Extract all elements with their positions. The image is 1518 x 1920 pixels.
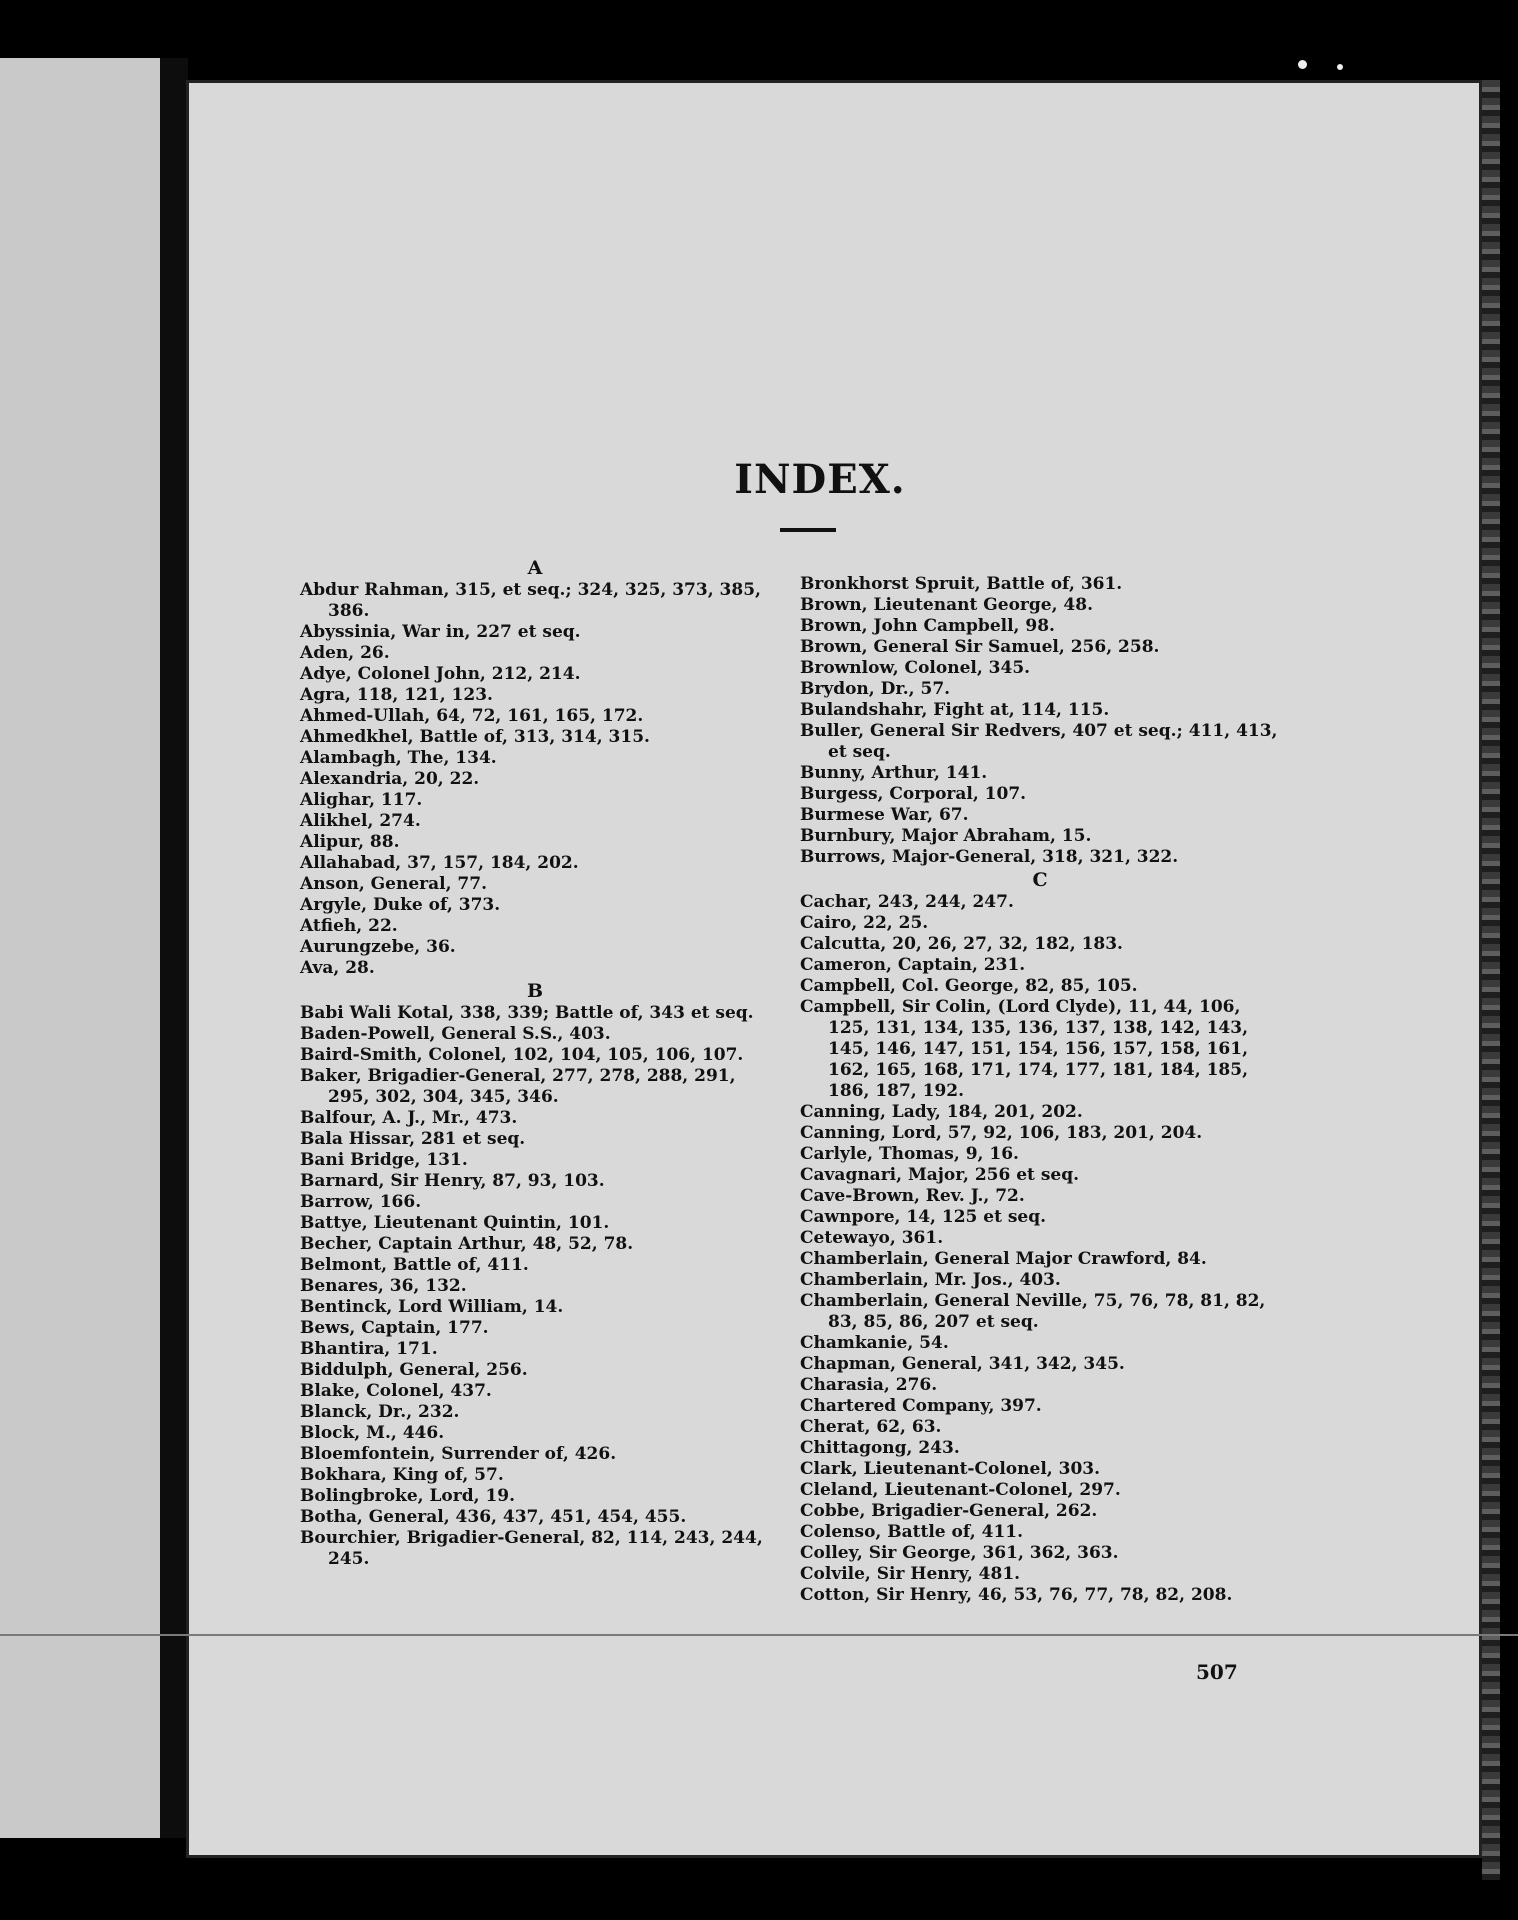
book-edge	[1482, 80, 1500, 1880]
index-entry: Bokhara, King of, 57.	[300, 1465, 504, 1485]
scan-artifact-line	[0, 1634, 1518, 1636]
index-entry: Chamberlain, General Major Crawford, 84.	[800, 1249, 1207, 1269]
index-entry: Canning, Lord, 57, 92, 106, 183, 201, 204.	[800, 1123, 1203, 1143]
index-entry: Campbell, Col. George, 82, 85, 105.	[800, 976, 1138, 996]
index-entry: Abdur Rahman, 315, et seq.; 324, 325, 373, 385, 386.	[300, 580, 761, 621]
index-entry: Argyle, Duke of, 373.	[300, 895, 501, 915]
index-entry: Bunny, Arthur, 141.	[800, 763, 988, 783]
index-entry: Brown, Lieutenant George, 48.	[800, 595, 1094, 615]
index-entry: Baker, Brigadier-General, 277, 278, 288, 291, 295, 302, 304, 345, 346.	[300, 1066, 736, 1107]
index-entry: Baird-Smith, Colonel, 102, 104, 105, 106, 107.	[300, 1045, 744, 1065]
index-column-right	[800, 574, 1280, 1606]
index-entry: Chartered Company, 397.	[800, 1396, 1042, 1416]
index-entry: Baden-Powell, General S.S., 403.	[300, 1024, 611, 1044]
index-entry: Blanck, Dr., 232.	[300, 1402, 460, 1422]
index-entry: Colenso, Battle of, 411.	[800, 1522, 1024, 1542]
index-entry: Bews, Captain, 177.	[300, 1318, 489, 1338]
index-entry: Burmese War, 67.	[800, 805, 969, 825]
index-entry: Ahmed-Ullah, 64, 72, 161, 165, 172.	[300, 706, 644, 726]
index-entry: Cotton, Sir Henry, 46, 53, 76, 77, 78, 82, 208.	[800, 1585, 1233, 1605]
index-entry: Atfieh, 22.	[300, 916, 398, 936]
index-entry: Botha, General, 436, 437, 451, 454, 455.	[300, 1507, 687, 1527]
index-entry: Burnbury, Major Abraham, 15.	[800, 826, 1092, 846]
index-entry: Cetewayo, 361.	[800, 1228, 944, 1248]
index-entry: Carlyle, Thomas, 9, 16.	[800, 1144, 1019, 1164]
index-entry: Cairo, 22, 25.	[800, 913, 929, 933]
index-entry: Brownlow, Colonel, 345.	[800, 658, 1031, 678]
scan-speck	[1298, 60, 1307, 69]
index-entry: Brown, John Campbell, 98.	[800, 616, 1055, 636]
index-entry: Bourchier, Brigadier-General, 82, 114, 243, 244, 245.	[300, 1528, 763, 1569]
index-entry: Barnard, Sir Henry, 87, 93, 103.	[300, 1171, 605, 1191]
index-entry: Barrow, 166.	[300, 1192, 422, 1212]
index-entry: Canning, Lady, 184, 201, 202.	[800, 1102, 1083, 1122]
index-entry: Alikhel, 274.	[300, 811, 421, 831]
page-number: 507	[1196, 1660, 1238, 1684]
index-entry: Babi Wali Kotal, 338, 339; Battle of, 343 et seq.	[300, 1003, 754, 1023]
index-entry: Biddulph, General, 256.	[300, 1360, 528, 1380]
index-entry: Abyssinia, War in, 227 et seq.	[300, 622, 581, 642]
index-entry: Ahmedkhel, Battle of, 313, 314, 315.	[300, 727, 650, 747]
index-entry: Ava, 28.	[300, 958, 375, 978]
index-entry: Aden, 26.	[300, 643, 390, 663]
index-entry: Bala Hissar, 281 et seq.	[300, 1129, 526, 1149]
index-entry: Balfour, A. J., Mr., 473.	[300, 1108, 518, 1128]
index-entry: Buller, General Sir Redvers, 407 et seq.; 411, 413, et seq.	[800, 721, 1278, 762]
index-entry: Cleland, Lieutenant-Colonel, 297.	[800, 1480, 1121, 1500]
index-entry: Agra, 118, 121, 123.	[300, 685, 493, 705]
index-entry: Campbell, Sir Colin, (Lord Clyde), 11, 44, 106, 125, 131, 134, 135, 136, 137, 138, 142, 143, 145, 146, 147, 151, 154, 156, 157, 158, 161, 162, 165, 168, 171, 174, 177, 181, 184, 185, 186, 187, 192.	[800, 997, 1248, 1101]
index-entry: Bronkhorst Spruit, Battle of, 361.	[800, 574, 1123, 594]
scan-speck	[1337, 64, 1343, 70]
index-entry: Benares, 36, 132.	[300, 1276, 467, 1296]
index-entry: Chamberlain, Mr. Jos., 403.	[800, 1270, 1061, 1290]
index-entry: Bloemfontein, Surrender of, 426.	[300, 1444, 617, 1464]
index-entry: Cachar, 243, 244, 247.	[800, 892, 1014, 912]
index-entry: Blake, Colonel, 437.	[300, 1381, 492, 1401]
index-entry: Allahabad, 37, 157, 184, 202.	[300, 853, 579, 873]
facing-page	[0, 58, 166, 1838]
section-letter: B	[526, 980, 544, 1002]
index-entry: Adye, Colonel John, 212, 214.	[300, 664, 581, 684]
index-entry: Cherat, 62, 63.	[800, 1417, 942, 1437]
index-entry: Chapman, General, 341, 342, 345.	[800, 1354, 1125, 1374]
index-entry: Battye, Lieutenant Quintin, 101.	[300, 1213, 610, 1233]
index-entry: Cave-Brown, Rev. J., 72.	[800, 1186, 1025, 1206]
index-entry: Bhantira, 171.	[300, 1339, 438, 1359]
page-title: INDEX.	[734, 456, 906, 503]
index-entry: Alipur, 88.	[300, 832, 400, 852]
book-spine	[160, 58, 188, 1838]
index-entry: Cameron, Captain, 231.	[800, 955, 1026, 975]
index-entry: Bani Bridge, 131.	[300, 1150, 468, 1170]
section-letter: C	[1032, 869, 1048, 891]
index-entry: Chittagong, 243.	[800, 1438, 960, 1458]
index-entry: Alambagh, The, 134.	[300, 748, 497, 768]
index-entry: Aurungzebe, 36.	[300, 937, 456, 957]
index-entry: Chamkanie, 54.	[800, 1333, 949, 1353]
index-entry: Alighar, 117.	[300, 790, 423, 810]
index-entry: Bolingbroke, Lord, 19.	[300, 1486, 516, 1506]
index-entry: Bulandshahr, Fight at, 114, 115.	[800, 700, 1110, 720]
index-entry: Cavagnari, Major, 256 et seq.	[800, 1165, 1080, 1185]
index-entry: Colley, Sir George, 361, 362, 363.	[800, 1543, 1119, 1563]
index-entry: Bentinck, Lord William, 14.	[300, 1297, 564, 1317]
index-entry: Anson, General, 77.	[300, 874, 488, 894]
index-column-left	[300, 556, 770, 1570]
index-entry: Burrows, Major-General, 318, 321, 322.	[800, 847, 1179, 867]
index-entry: Clark, Lieutenant-Colonel, 303.	[800, 1459, 1101, 1479]
section-letter: A	[527, 557, 543, 579]
index-entry: Belmont, Battle of, 411.	[300, 1255, 529, 1275]
index-entry: Brydon, Dr., 57.	[800, 679, 951, 699]
index-entry: Becher, Captain Arthur, 48, 52, 78.	[300, 1234, 634, 1254]
index-entry: Alexandria, 20, 22.	[300, 769, 480, 789]
index-entry: Charasia, 276.	[800, 1375, 938, 1395]
index-entry: Burgess, Corporal, 107.	[800, 784, 1027, 804]
index-entry: Cawnpore, 14, 125 et seq.	[800, 1207, 1047, 1227]
title-rule	[780, 528, 836, 532]
index-entry: Brown, General Sir Samuel, 256, 258.	[800, 637, 1160, 657]
index-entry: Colvile, Sir Henry, 481.	[800, 1564, 1021, 1584]
index-entry: Chamberlain, General Neville, 75, 76, 78, 81, 82, 83, 85, 86, 207 et seq.	[800, 1291, 1266, 1332]
index-entry: Cobbe, Brigadier-General, 262.	[800, 1501, 1098, 1521]
index-entry: Calcutta, 20, 26, 27, 32, 182, 183.	[800, 934, 1123, 954]
index-entry: Block, M., 446.	[300, 1423, 445, 1443]
